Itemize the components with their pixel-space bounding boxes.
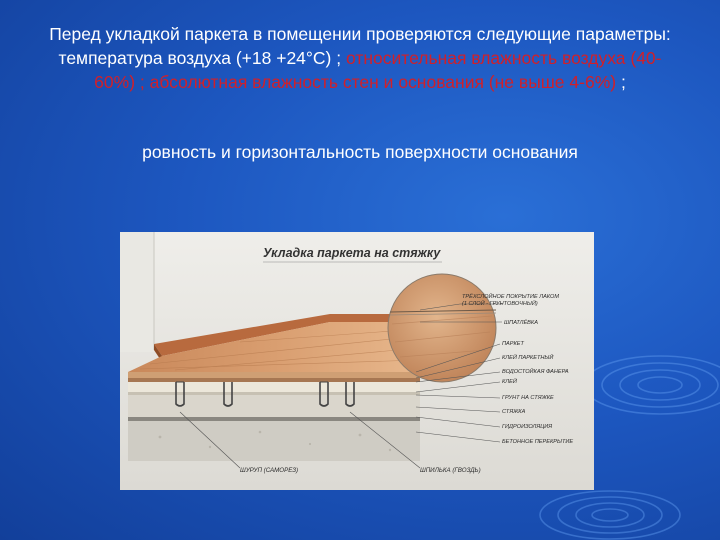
label-plywood: ВОДОСТОЙКАЯ ФАНЕРА [502,369,569,375]
diagram-title: Укладка паркета на стяжку [263,246,441,260]
label-primer: ГРУНТ НА СТЯЖКЕ [502,395,554,401]
label-screw: ШУРУП (САМОРЕЗ) [240,467,299,474]
text-block [40,22,680,162]
label-glue: КЛЕЙ ПАРКЕТНЫЙ [502,355,554,361]
label-coating-sub: (1 СЛОЙ - ГРУНТОВОЧНЫЙ) [462,301,538,307]
label-pin: ШПИЛЬКА (ГВОЗДЬ) [420,467,481,474]
parquet-diagram [120,232,594,490]
label-slab: БЕТОННОЕ ПЕРЕКРЫТИЕ [502,439,574,445]
requirements-end: ; [616,72,626,92]
requirements-text: Перед укладкой паркета в помещении проверяются следующие параметры: температура воздуха (+18 +24°С) ; [49,24,671,68]
label-parquet: ПАРКЕТ [502,341,524,347]
label-coating: ТРЁХСЛОЙНОЕ ПОКРЫТИЕ ЛАКОМ [462,294,560,300]
humidity-requirements-text: относительная влажность воздуха (40-60%) ; абсолютная влажность стен и основания (не выше 4-6%) [94,48,662,92]
label-putty: ШПАТЛЁВКА [504,320,538,326]
label-screed: СТЯЖКА [502,409,526,415]
label-glue2: КЛЕЙ [502,379,517,385]
paragraph-requirements [40,22,680,94]
paragraph-flatness: ровность и горизонтальность поверхности основания [142,142,578,162]
label-waterproofing: ГИДРОИЗОЛЯЦИЯ [502,424,553,430]
